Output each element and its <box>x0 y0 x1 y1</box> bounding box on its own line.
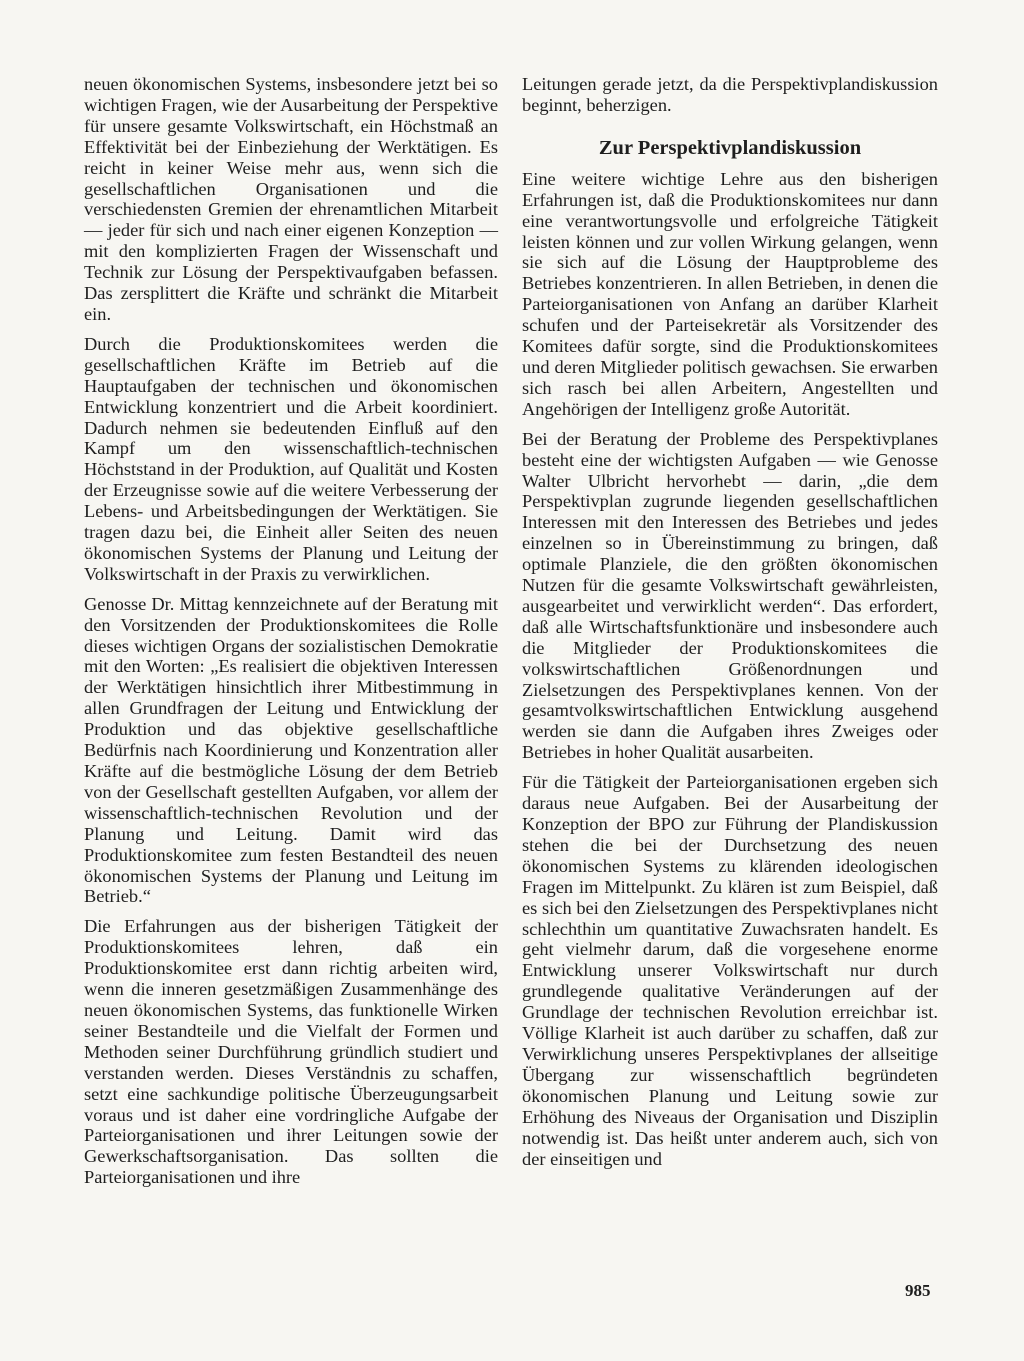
right-column <box>522 74 938 1178</box>
paragraph: Eine weitere wichtige Lehre aus den bisherigen Erfahrungen ist, daß die Produktionskomitees nur dann eine verantwortungsvolle und erfolgreiche Tätigkeit leisten können und zur vollen Wirkung gelangen, wenn sie sich auf die Lösung der Hauptprobleme des Betriebes konzentrieren. In allen Betrieben, in denen die Parteiorganisationen von Anfang an darüber Klarheit schufen und der Parteisekretär als Vorsitzender des Komitees dafür sorgte, sind die Produktionskomitees und deren Mitglieder politisch gewachsen. Sie erwarben sich rasch bei allen Arbeitern, Angestellten und Angehörigen der Intelligenz große Autorität. <box>522 168 938 419</box>
paragraph: Genosse Dr. Mittag kennzeichnete auf der Beratung mit den Vorsitzenden der Produktionskomitees die Rolle dieses wichtigen Organs der sozialistischen Demokratie mit den Worten: „Es realisiert die objektiven Interessen der Werktätigen hinsichtlich ihrer Mitbestimmung in allen Grundfragen der Leitung und Entwicklung der Produktion und das objektive gesellschaftliche Bedürfnis nach Koordinierung und Konzentration aller Kräfte auf die bestmögliche Lösung der dem Betrieb von der Gesellschaft gestellten Aufgaben, vor allem der wissenschaftlich-technischen Revolution und der Planung und Leitung. Damit wird das Produktionskomitee zum festen Bestandteil des neuen ökonomischen Systems der Planung und Leitung im Betrieb.“ <box>84 593 498 907</box>
paragraph: Die Erfahrungen aus der bisherigen Tätigkeit der Produktionskomitees lehren, daß ein Produktionskomitee erst dann richtig arbeiten wird, wenn die inneren gesetzmäßigen Zusammenhänge des neuen ökonomischen Systems, das funktionelle Wirken seiner Bestandteile und die Vielfalt der Formen und Methoden seiner Durchführung gründlich studiert und verstanden werden. Dieses Verständnis zu schaffen, setzt eine sachkundige politische Überzeugungsarbeit voraus und ist daher eine vordringliche Aufgabe der Parteiorganisationen und ihrer Leitungen sowie der Gewerkschaftsorganisation. Das sollten die Parteiorganisationen und ihre <box>84 916 498 1188</box>
page-number: 985 <box>905 1281 931 1300</box>
paragraph: Für die Tätigkeit der Parteiorganisationen ergeben sich daraus neue Aufgaben. Bei der Ausarbeitung der Konzeption der BPO zur Führung der Plandiskussion stehen die bei der Durchsetzung des neuen ökonomischen Systems zu klärenden ideologischen Fragen im Mittelpunkt. Zu klären ist zum Beispiel, daß es sich bei den Zielsetzungen des Perspektivplanes nicht schlechthin um quantitative Zuwachsraten handelt. Es geht vielmehr darum, daß die vorgesehene enorme Entwicklung unserer Volkswirtschaft nur durch grundlegende qualitative Veränderungen auf der Grundlage der technischen Revolution erreichbar ist. Völlige Klarheit ist auch darüber zu schaffen, daß zur Verwirklichung unseres Perspektivplanes der allseitige Übergang zur wissenschaftlich begründeten ökonomischen Planung und Leitung sowie zur Erhöhung des Niveaus der Organisation und Disziplin notwendig ist. Das heißt unter anderem auch, sich von der einseitigen und <box>522 772 938 1169</box>
paragraph: Bei der Beratung der Probleme des Perspektivplanes besteht eine der wichtigsten Aufgaben — wie Genosse Walter Ulbricht hervorhebt — darin, „die dem Perspektivplan zugrunde liegenden gesellschaftlichen Interessen mit den Interessen des Betriebes und jedes einzelnen so in Übereinstimmung zu bringen, daß optimale Planziele, die den größten ökonomischen Nutzen für die gesamte Volkswirtschaft gewährleisten, ausgearbeitet und verwirklicht werden“. Das erfordert, daß alle Wirtschaftsfunktionäre und insbesondere auch die Mitglieder der Produktionskomitees die volkswirtschaftlichen Größenordnungen und Zielsetzungen des Perspektivplanes kennen. Von der gesamtvolkswirtschaftlichen Entwicklung ausgehend werden sie dann die Aufgaben ihres Zweiges oder Betriebes in hoher Qualität ausarbeiten. <box>522 428 938 763</box>
section-heading: Zur Perspektivplandiskussion <box>598 136 862 159</box>
paragraph: Durch die Produktionskomitees werden die gesellschaftlichen Kräfte im Betrieb auf die Hauptaufgaben der technischen und ökonomischen Entwicklung konzentriert und die Arbeit koordiniert. Dadurch nehmen sie bedeutenden Einfluß auf den Kampf um den wissenschaftlich-technischen Höchststand in der Produktion, auf Qualität und Kosten der Erzeugnisse sowie auf die weitere Verbesserung der Lebens- und Arbeitsbedingungen der Werktätigen. Sie tragen dazu bei, die Einheit aller Seiten des neuen ökonomischen Systems der Planung und Leitung der Volkswirtschaft in der Praxis zu verwirklichen. <box>84 333 498 584</box>
paragraph: neuen ökonomischen Systems, insbesondere jetzt bei so wichtigen Fragen, wie der Ausarbeitung der Perspektive für unsere gesamte Volkswirtschaft, ein Höchstmaß an Effektivität bei der Einbeziehung der Werktätigen. Es reicht in keiner Weise mehr aus, wenn sich die gesellschaftlichen Organisationen und die verschiedensten Gremien der ehrenamtlichen Mitarbeit — jeder für sich und nach einer eigenen Konzeption — mit den komplizierten Fragen der Wissenschaft und Technik zur Lösung der Perspektivaufgaben befassen. Das zersplittert die Kräfte und schränkt die Mitarbeit ein. <box>84 74 498 324</box>
left-column <box>84 74 498 1197</box>
paragraph: Leitungen gerade jetzt, da die Perspektivplandiskussion beginnt, beherzigen. <box>522 74 938 115</box>
